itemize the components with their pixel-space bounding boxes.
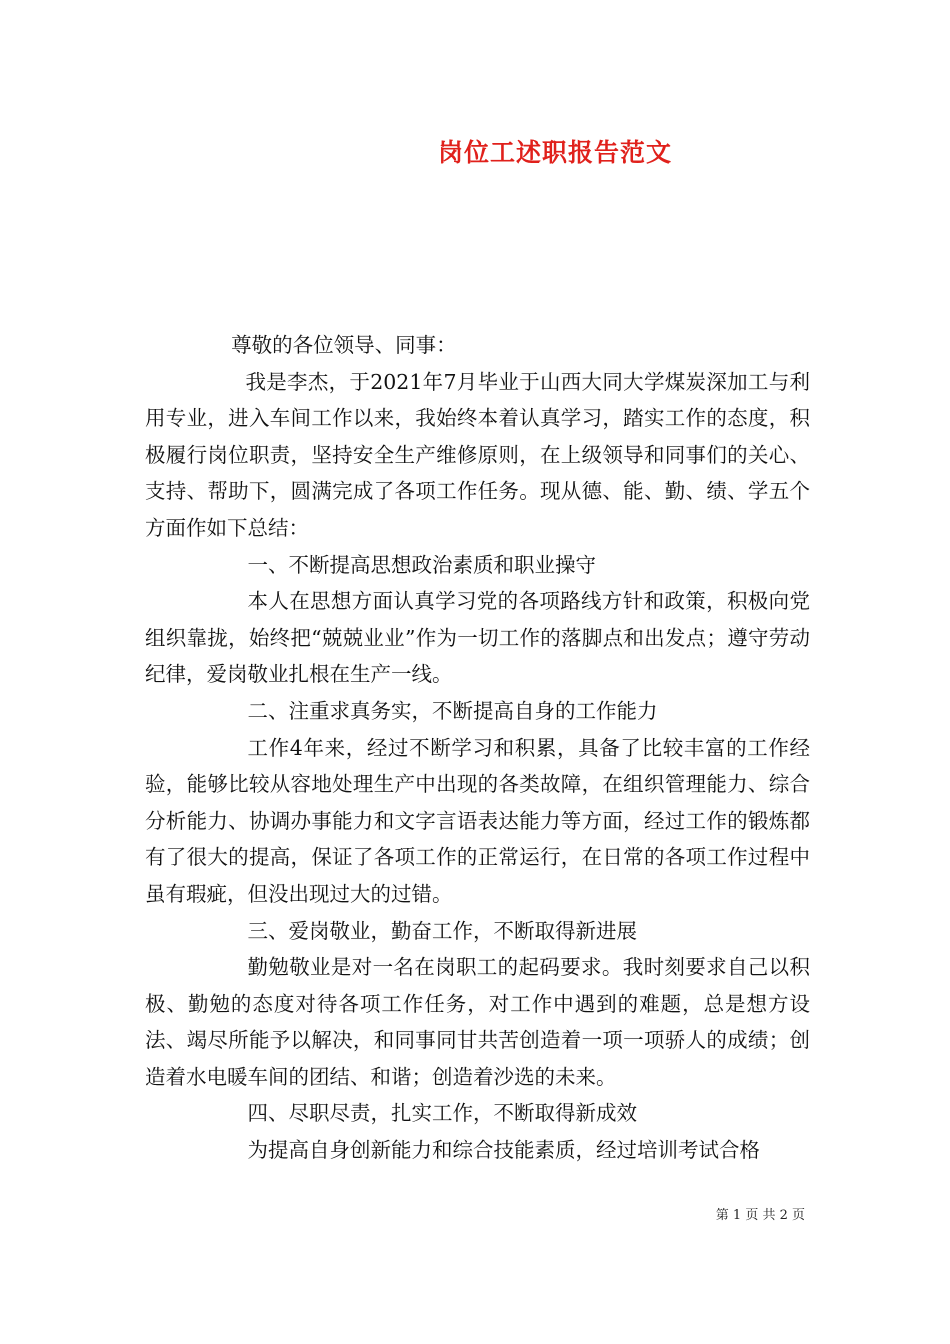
section-heading-4: 四、尽职尽责，扎实工作，不断取得新成效	[247, 1101, 637, 1126]
document-body	[145, 327, 810, 1169]
section-heading-3: 三、爱岗敬业，勤奋工作，不断取得新进展	[247, 918, 637, 943]
section-body-4: 为提高自身创新能力和综合技能素质，经过培训考试合格	[247, 1138, 760, 1163]
intro-paragraph: 我是李杰，于2021年7月毕业于山西大同大学煤炭深加工与利用专业，进入车间工作以来，我始终本着认真学习，踏实工作的态度，积极履行岗位职责，坚持安全生产维修原则，在上级领导和同事们的关心、支持、帮助下，圆满完成了各项工作任务。现从德、能、勤、绩、学五个方面作如下总结：	[145, 369, 810, 540]
section-body-2: 工作4年来，经过不断学习和积累，具备了比较丰富的工作经验，能够比较从容地处理生产中出现的各类故障，在组织管理能力、综合分析能力、协调办事能力和文字言语表达能力等方面，经过工作的锻炼都有了很大的提高，保证了各项工作的正常运行，在日常的各项工作过程中虽有瑕疵，但没出现过大的过错。	[145, 735, 810, 906]
document-title: 岗位工述职报告范文	[437, 138, 672, 167]
section-heading-2: 二、注重求真务实，不断提高自身的工作能力	[247, 698, 658, 723]
section-heading-1: 一、不断提高思想政治素质和职业操守	[247, 552, 596, 577]
section-body-1: 本人在思想方面认真学习党的各项路线方针和政策，积极向党组织靠拢，始终把“兢兢业业”作为一切工作的落脚点和出发点；遵守劳动纪律，爱岗敬业扎根在生产一线。	[145, 589, 810, 687]
page-number-footer: 第 1 页 共 2 页	[715, 1208, 805, 1223]
greeting: 尊敬的各位领导、同事：	[231, 333, 457, 357]
section-body-3: 勤勉敬业是对一名在岗职工的起码要求。我时刻要求自己以积极、勤勉的态度对待各项工作任务，对工作中遇到的难题，总是想方设法、竭尽所能予以解决，和同事同甘共苦创造着一项一项骄人的成绩；创造着水电暖车间的团结、和谐；创造着沙选的未来。	[145, 955, 810, 1089]
